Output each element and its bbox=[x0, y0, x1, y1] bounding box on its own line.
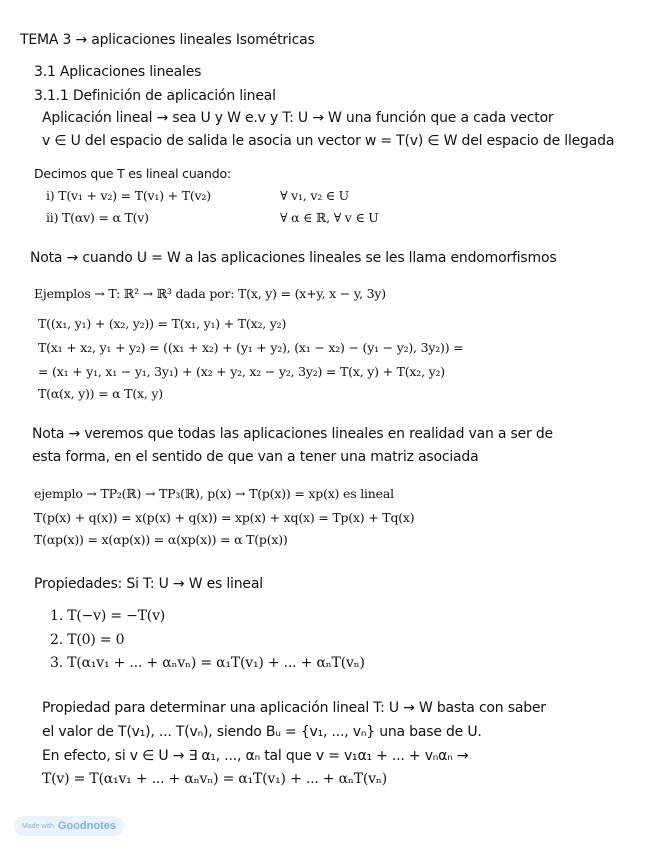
linear-intro: Decimos que T es lineal cuando: bbox=[34, 166, 231, 181]
example2-line: ejemplo → TP₂(ℝ) → TP₃(ℝ), p(x) → T(p(x)) = xp(x) es lineal bbox=[34, 486, 394, 501]
example2-line: T(p(x) + q(x)) = x(p(x) + q(x)) = xp(x) + xq(x) = Tp(x) + Tq(x) bbox=[34, 510, 415, 525]
condition-right: ∀ v₁, v₂ ∈ U bbox=[280, 188, 349, 203]
badge-brand: Goodnotes bbox=[57, 820, 116, 832]
condition-right: ∀ α ∈ ℝ, ∀ v ∈ U bbox=[280, 210, 379, 225]
subsection-heading: 3.1.1 Definición de aplicación lineal bbox=[34, 88, 276, 104]
final-line: T(v) = T(α₁v₁ + ... + αₙvₙ) = α₁T(v₁) + ... + αₙT(vₙ) bbox=[42, 771, 387, 787]
property-item: 2. T(0) = 0 bbox=[50, 632, 125, 648]
example2-line: T(αp(x)) = x(αp(x)) = α(xp(x)) = α T(p(x)) bbox=[34, 532, 288, 547]
page-title: TEMA 3 → aplicaciones lineales Isométricas bbox=[20, 32, 315, 48]
example-header: Ejemplos → T: ℝ² → ℝ³ dada por: T(x, y) = (x+y, x − y, 3y) bbox=[34, 286, 386, 301]
final-line: el valor de T(v₁), ... T(vₙ), siendo Bᵤ = {v₁, ..., vₙ} una base de U. bbox=[42, 724, 482, 740]
example-line: T(x₁ + x₂, y₁ + y₂) = ((x₁ + x₂) + (y₁ + y₂), (x₁ − x₂) − (y₁ − y₂), 3y₂)) = bbox=[38, 340, 464, 355]
example-line: = (x₁ + y₁, x₁ − y₁, 3y₁) + (x₂ + y₂, x₂ − y₂, 3y₂) = T(x, y) + T(x₂, y₂) bbox=[38, 364, 445, 379]
property-item: 1. T(−v) = −T(v) bbox=[50, 608, 166, 624]
final-line: Propiedad para determinar una aplicación lineal T: U → W basta con saber bbox=[42, 700, 546, 716]
note-endomorphisms: Nota → cuando U = W a las aplicaciones lineales se les llama endomorfismos bbox=[30, 250, 557, 266]
definition-line: v ∈ U del espacio de salida le asocia un vector w = T(v) ∈ W del espacio de llegada bbox=[42, 133, 615, 149]
note-matrix: Nota → veremos que todas las aplicaciones lineales en realidad van a ser de bbox=[32, 426, 553, 442]
section-heading: 3.1 Aplicaciones lineales bbox=[34, 64, 202, 80]
condition-left: i) T(v₁ + v₂) = T(v₁) + T(v₂) bbox=[46, 188, 211, 203]
final-line: En efecto, si v ∈ U → ∃ α₁, ..., αₙ tal que v = v₁α₁ + ... + vₙαₙ → bbox=[42, 748, 469, 764]
goodnotes-badge bbox=[14, 816, 124, 836]
note-matrix: esta forma, en el sentido de que van a tener una matriz asociada bbox=[32, 449, 479, 465]
property-item: 3. T(α₁v₁ + ... + αₙvₙ) = α₁T(v₁) + ... + αₙT(vₙ) bbox=[50, 655, 365, 671]
properties-header: Propiedades: Si T: U → W es lineal bbox=[34, 576, 263, 592]
example-line: T((x₁, y₁) + (x₂, y₂)) = T(x₁, y₁) + T(x₂, y₂) bbox=[38, 316, 287, 331]
badge-made-with: Made with bbox=[22, 822, 54, 830]
condition-left: ii) T(αv) = α T(v) bbox=[46, 210, 149, 225]
definition-line: Aplicación lineal → sea U y W e.v y T: U → W una función que a cada vector bbox=[42, 110, 554, 126]
example-line: T(α(x, y)) = α T(x, y) bbox=[38, 386, 163, 401]
